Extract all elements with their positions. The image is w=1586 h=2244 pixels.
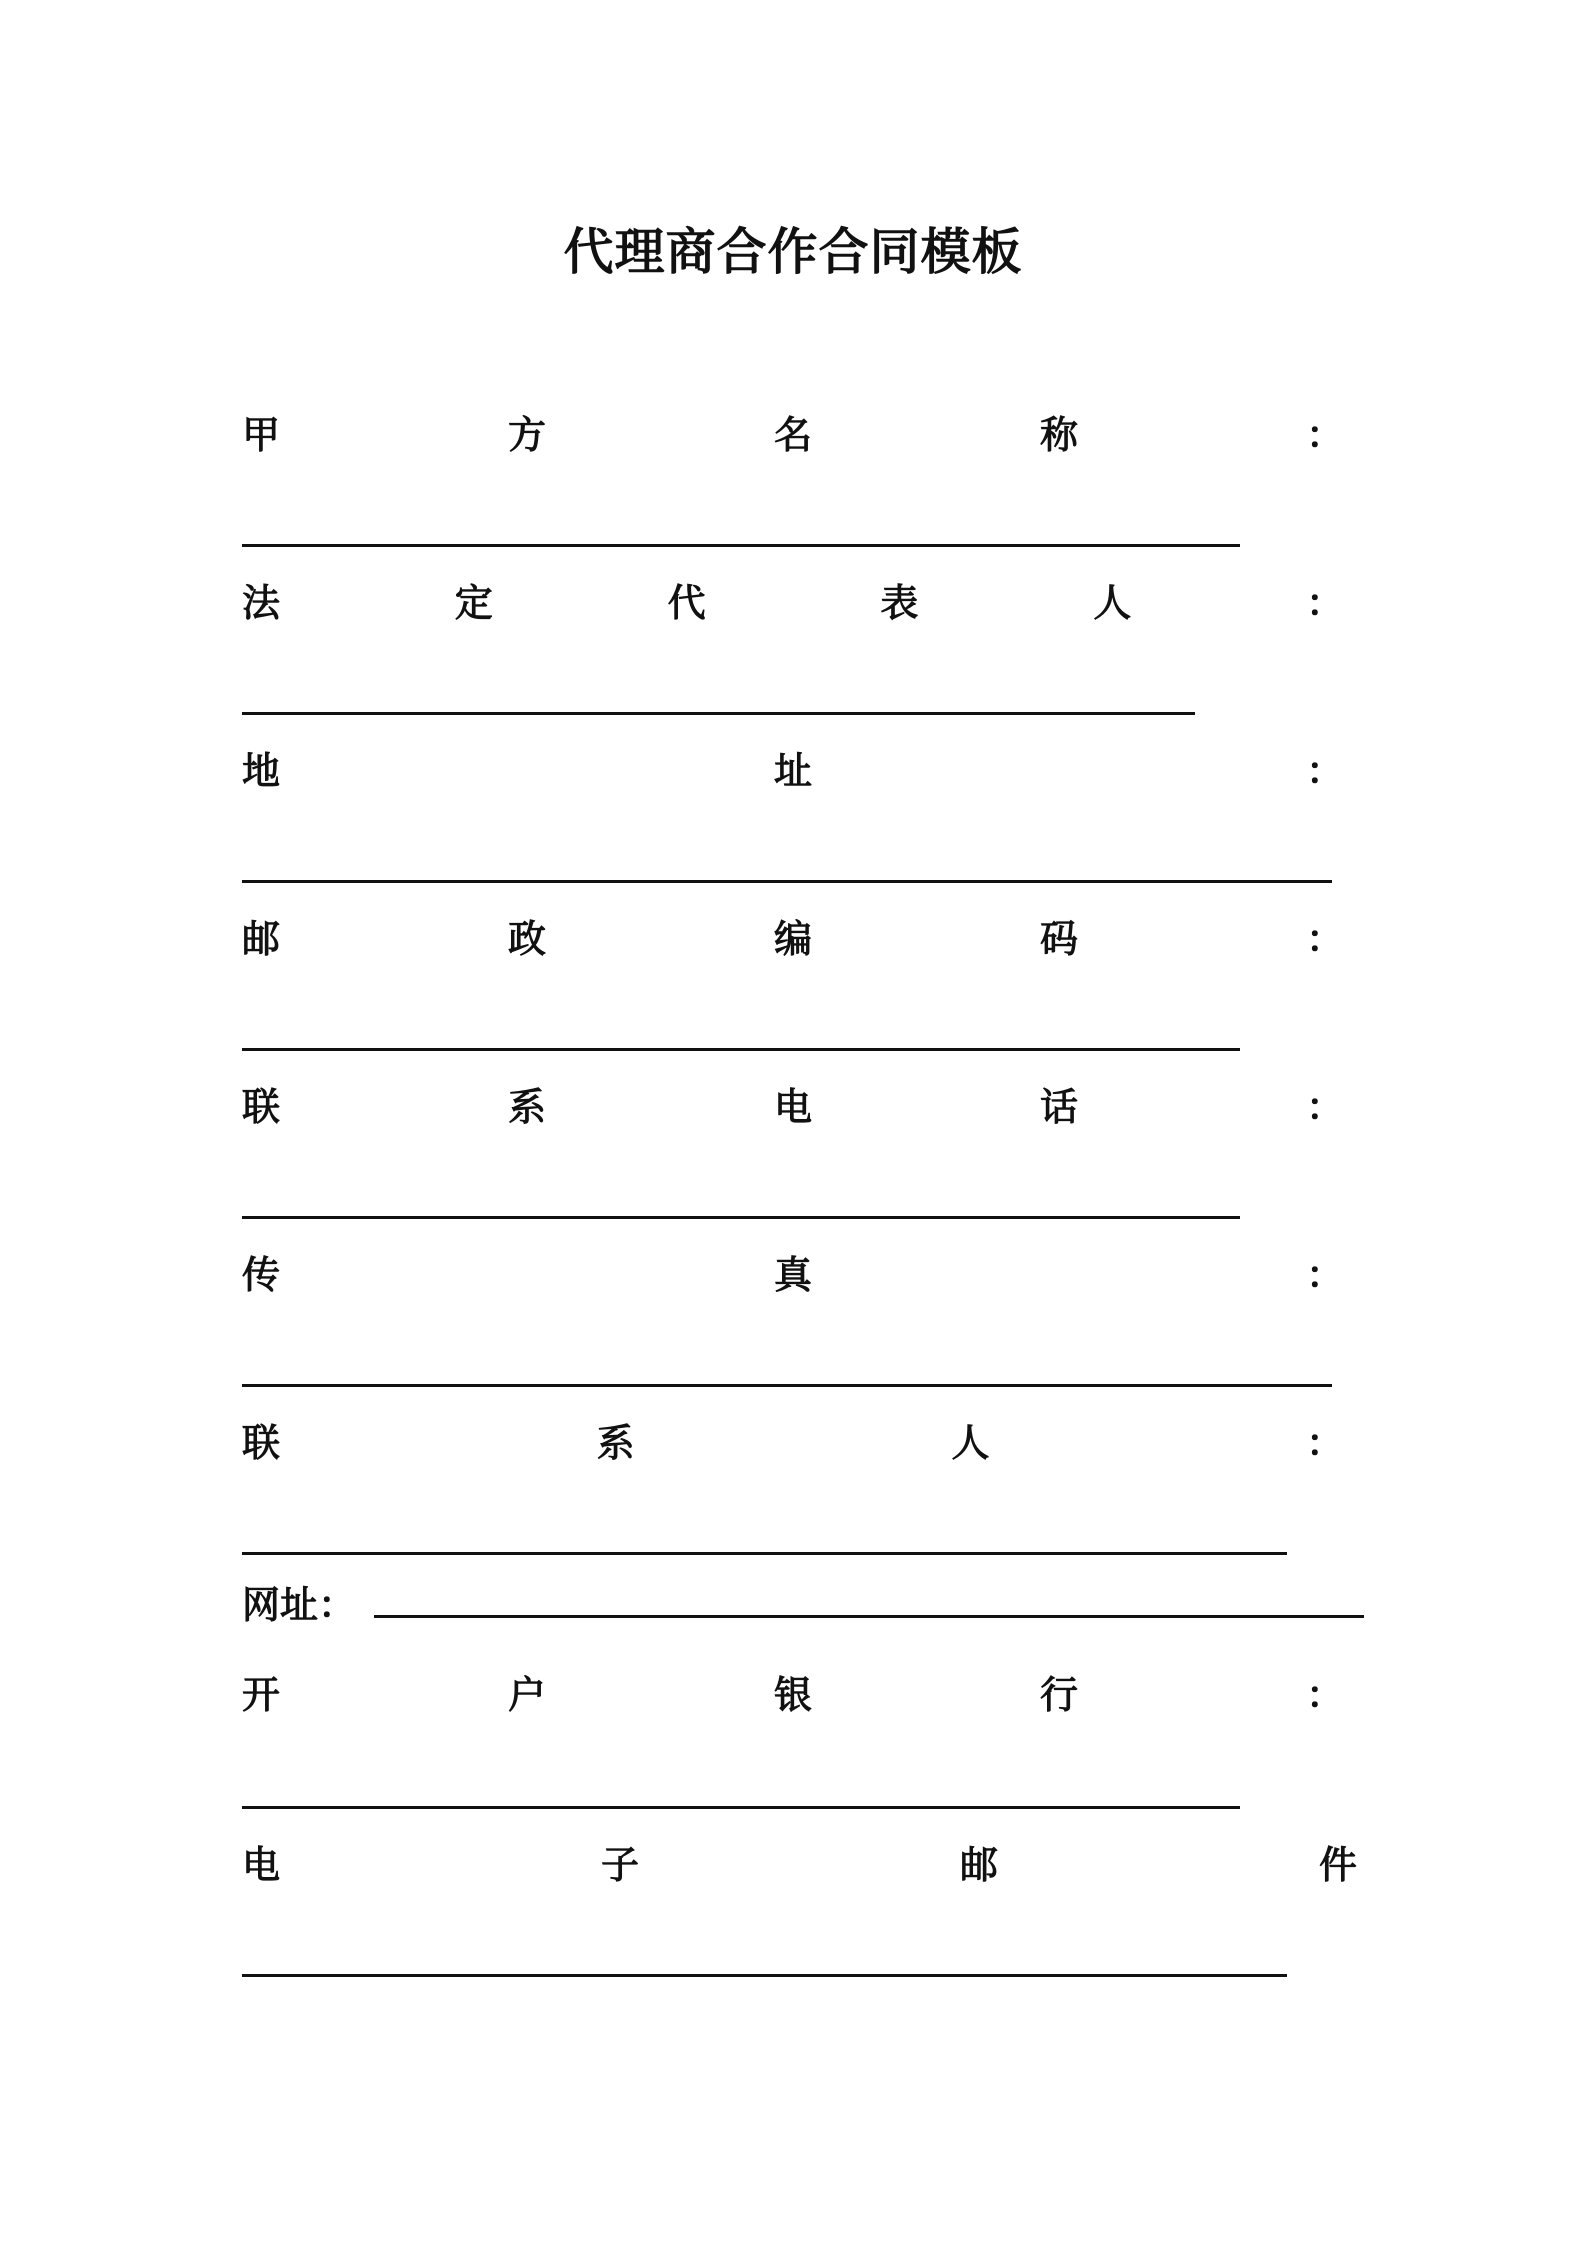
label-char: ： [1305,413,1344,457]
label-char: 联 [242,1421,281,1465]
label-char: 开 [242,1673,281,1717]
legal-representative-label [242,578,1344,628]
label-char: 名 [773,413,812,457]
label-char: 政 [507,917,546,961]
party-a-name-blank[interactable] [242,544,1240,547]
label-char: ： [1305,581,1344,625]
email-blank[interactable] [242,1974,1287,1977]
label-char: 邮 [242,917,281,961]
label-char: ： [1305,1253,1344,1297]
label-char: 传 [242,1253,281,1297]
label-char: 编 [773,917,812,961]
label-char: 话 [1039,1085,1078,1129]
email-label [242,1840,1357,1890]
label-char: 电 [242,1843,281,1887]
label-char: 称 [1039,413,1078,457]
contact-phone-blank[interactable] [242,1216,1240,1219]
label-char: ： [1305,917,1344,961]
bank-label [242,1670,1344,1720]
label-char: 系 [507,1085,546,1129]
label-char: ： [1305,1421,1344,1465]
label-char: 联 [242,1085,281,1129]
document-title: 代理商合作合同模板 [563,223,1023,281]
label-char: ： [1305,749,1344,793]
website-label: 网址： [242,1583,357,1627]
label-char: 址 [773,749,812,793]
party-a-name-label [242,410,1344,460]
postal-code-blank[interactable] [242,1048,1240,1051]
label-char: 方 [507,413,546,457]
label-char: 法 [242,581,281,625]
fax-blank[interactable] [242,1384,1332,1387]
label-char: 人 [1093,581,1132,625]
website-blank[interactable] [374,1615,1364,1618]
label-char: 定 [454,581,493,625]
contact-person-blank[interactable] [242,1552,1287,1555]
label-char: ： [1305,1673,1344,1717]
label-char: 码 [1039,917,1078,961]
address-label [242,746,1344,796]
label-char: 人 [951,1421,990,1465]
label-char: 行 [1039,1673,1078,1717]
label-char: 电 [773,1085,812,1129]
label-char: 邮 [959,1843,998,1887]
label-char: 代 [667,581,706,625]
label-char: ： [1305,1085,1344,1129]
contact-phone-label [242,1082,1344,1132]
legal-representative-blank[interactable] [242,712,1195,715]
label-char: 表 [880,581,919,625]
label-char: 户 [507,1673,546,1717]
label-char: 地 [242,749,281,793]
contact-person-label [242,1418,1344,1468]
label-char: 甲 [242,413,281,457]
label-char: 子 [600,1843,639,1887]
postal-code-label [242,914,1344,964]
label-char: 银 [773,1673,812,1717]
bank-blank[interactable] [242,1806,1240,1809]
website-field [242,1580,1364,1630]
label-char: 真 [773,1253,812,1297]
address-blank[interactable] [242,880,1332,883]
label-char: 件 [1318,1843,1357,1887]
fax-label [242,1250,1344,1300]
label-char: 系 [596,1421,635,1465]
